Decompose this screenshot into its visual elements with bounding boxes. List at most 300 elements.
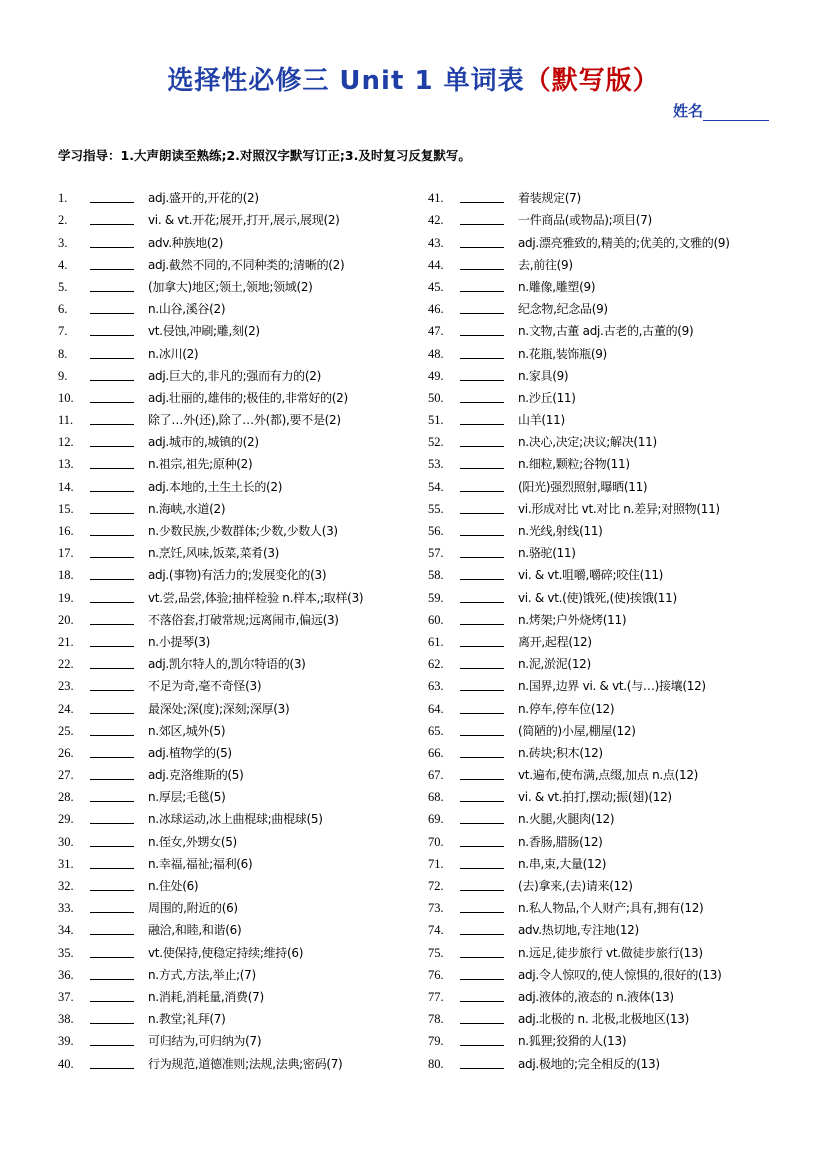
item-meaning: adj.北极的 n. 北极,北极地区(13)	[518, 1012, 690, 1027]
item-number: 80.	[428, 1056, 444, 1071]
answer-blank[interactable]	[460, 279, 504, 292]
answer-blank[interactable]	[460, 212, 504, 225]
answer-blank[interactable]	[90, 456, 134, 469]
vocab-row	[428, 295, 788, 317]
answer-blank[interactable]	[460, 856, 504, 869]
vocab-row	[58, 184, 418, 206]
answer-blank[interactable]	[90, 567, 134, 580]
vocab-row	[58, 983, 418, 1005]
vocab-row	[58, 384, 418, 406]
answer-blank[interactable]	[460, 301, 504, 314]
vocab-row	[428, 983, 788, 1005]
item-number: 15.	[58, 501, 74, 516]
item-number: 69.	[428, 812, 444, 827]
answer-blank[interactable]	[460, 190, 504, 203]
item-number: 19.	[58, 590, 74, 605]
vocab-row	[58, 339, 418, 361]
title-main: 选择性必修三 Unit 1 单词表	[167, 66, 525, 96]
item-number: 67.	[428, 768, 444, 783]
answer-blank[interactable]	[460, 634, 504, 647]
vocab-row	[428, 761, 788, 783]
item-number: 65.	[428, 723, 444, 738]
vocab-row	[428, 628, 788, 650]
vocab-row	[58, 761, 418, 783]
vocab-row	[58, 517, 418, 539]
item-meaning: n.山谷,溪谷(2)	[148, 302, 226, 317]
vocab-row	[428, 539, 788, 561]
answer-blank[interactable]	[90, 834, 134, 847]
item-number: 27.	[58, 768, 74, 783]
answer-blank[interactable]	[90, 656, 134, 669]
item-number: 29.	[58, 812, 74, 827]
answer-blank[interactable]	[90, 612, 134, 625]
item-number: 22.	[58, 657, 74, 672]
item-meaning: n.厚层;毛毯(5)	[148, 790, 226, 805]
item-meaning: vt.遍布,使布满,点缀,加点 n.点(12)	[518, 768, 699, 783]
item-meaning: adj.巨大的,非凡的;强而有力的(2)	[148, 368, 321, 383]
answer-blank[interactable]	[90, 501, 134, 514]
item-number: 53.	[428, 457, 444, 472]
item-meaning: adj.令人惊叹的,使人惊惧的,很好的(13)	[518, 967, 722, 982]
answer-blank[interactable]	[460, 789, 504, 802]
item-number: 6.	[58, 302, 68, 317]
item-meaning: (阳光)强烈照射,曝晒(11)	[518, 479, 648, 494]
item-number: 35.	[58, 945, 74, 960]
answer-blank[interactable]	[90, 1033, 134, 1046]
answer-blank[interactable]	[460, 346, 504, 359]
item-meaning: n.小提琴(3)	[148, 634, 211, 649]
vocab-row	[58, 694, 418, 716]
item-number: 25.	[58, 723, 74, 738]
answer-blank[interactable]	[460, 878, 504, 891]
vocab-row	[58, 650, 418, 672]
answer-blank[interactable]	[90, 545, 134, 558]
item-number: 41.	[428, 191, 444, 206]
vocab-row	[428, 805, 788, 827]
item-number: 55.	[428, 501, 444, 516]
answer-blank[interactable]	[90, 235, 134, 248]
item-number: 79.	[428, 1034, 444, 1049]
item-number: 70.	[428, 834, 444, 849]
answer-blank[interactable]	[90, 390, 134, 403]
item-meaning: (简陋的)小屋,棚屋(12)	[518, 723, 636, 738]
answer-blank[interactable]	[460, 745, 504, 758]
item-number: 34.	[58, 923, 74, 938]
answer-blank[interactable]	[90, 590, 134, 603]
item-number: 77.	[428, 989, 444, 1004]
item-meaning: adj.盛开的,开花的(2)	[148, 191, 259, 206]
vocab-row	[428, 650, 788, 672]
vocab-row	[428, 916, 788, 938]
item-meaning: 着装规定(7)	[518, 191, 581, 206]
item-number: 1.	[58, 191, 68, 206]
name-blank[interactable]	[703, 106, 769, 121]
item-number: 57.	[428, 546, 444, 561]
answer-blank[interactable]	[460, 523, 504, 536]
item-meaning: n.烤架;户外烧烤(11)	[518, 612, 627, 627]
item-meaning: vi. & vt.咀嚼,嚼碎;咬住(11)	[518, 568, 664, 583]
item-number: 60.	[428, 612, 444, 627]
item-number: 5.	[58, 279, 68, 294]
answer-blank[interactable]	[90, 811, 134, 824]
vocab-row	[58, 1049, 418, 1071]
item-number: 74.	[428, 923, 444, 938]
item-meaning: 周围的,附近的(6)	[148, 901, 238, 916]
answer-blank[interactable]	[90, 190, 134, 203]
item-number: 4.	[58, 257, 68, 272]
item-number: 16.	[58, 524, 74, 538]
vocab-row	[428, 317, 788, 339]
answer-blank[interactable]	[90, 368, 134, 381]
answer-blank[interactable]	[460, 1033, 504, 1046]
item-number: 50.	[428, 390, 444, 405]
item-number: 62.	[428, 657, 444, 672]
item-meaning: 纪念物,纪念品(9)	[518, 302, 608, 317]
item-meaning: n.花瓶,装饰瓶(9)	[518, 346, 607, 361]
item-number: 3.	[58, 235, 68, 250]
vocab-row	[58, 961, 418, 983]
vocab-row	[58, 317, 418, 339]
vocab-row	[428, 872, 788, 894]
item-meaning: adv.种族地(2)	[148, 235, 223, 250]
vocab-row	[428, 783, 788, 805]
item-meaning: adj.截然不同的,不同种类的;清晰的(2)	[148, 257, 345, 272]
item-number: 26.	[58, 745, 74, 760]
item-number: 32.	[58, 879, 74, 893]
item-meaning: n.烹饪,风味,饭菜,菜肴(3)	[148, 546, 280, 561]
answer-blank[interactable]	[90, 346, 134, 359]
answer-blank[interactable]	[90, 922, 134, 935]
item-number: 71.	[428, 856, 444, 871]
vocab-row	[58, 472, 418, 494]
item-meaning: n.停车,停车位(12)	[518, 701, 615, 716]
item-meaning: 不足为奇,毫不奇怪(3)	[148, 679, 262, 694]
item-meaning: n.沙丘(11)	[518, 390, 576, 405]
item-meaning: vt.侵蚀,冲刷;雕,刻(2)	[148, 324, 260, 339]
vocab-row	[428, 717, 788, 739]
vocab-row	[58, 606, 418, 628]
answer-blank[interactable]	[460, 989, 504, 1002]
vocab-row	[428, 339, 788, 361]
right-column	[428, 184, 788, 1072]
answer-blank[interactable]	[90, 701, 134, 714]
answer-blank[interactable]	[460, 834, 504, 847]
answer-blank[interactable]	[460, 900, 504, 913]
item-meaning: (去)拿来,(去)请来(12)	[518, 879, 633, 893]
vocab-row	[428, 184, 788, 206]
item-meaning: n.家具(9)	[518, 368, 569, 383]
item-number: 66.	[428, 745, 444, 760]
answer-blank[interactable]	[460, 434, 504, 447]
item-number: 20.	[58, 612, 74, 627]
vocab-row	[428, 1049, 788, 1071]
vocab-row	[428, 384, 788, 406]
item-meaning: vi. & vt.拍打,摆动;振(翅)(12)	[518, 790, 672, 805]
item-meaning: n.海峡,水道(2)	[148, 501, 226, 516]
vocab-row	[58, 206, 418, 228]
item-meaning: n.教堂;礼拜(7)	[148, 1012, 226, 1027]
answer-blank[interactable]	[460, 479, 504, 492]
answer-blank[interactable]	[90, 523, 134, 536]
item-number: 73.	[428, 901, 444, 916]
vocab-row	[428, 495, 788, 517]
vocab-row	[58, 1005, 418, 1027]
item-meaning: n.文物,古董 adj.古老的,古董的(9)	[518, 324, 694, 339]
item-number: 30.	[58, 834, 74, 849]
answer-blank[interactable]	[90, 279, 134, 292]
answer-blank[interactable]	[90, 900, 134, 913]
answer-blank[interactable]	[90, 856, 134, 869]
answer-blank[interactable]	[460, 723, 504, 736]
item-meaning: n.祖宗,祖先;原种(2)	[148, 457, 253, 472]
item-meaning: adj.漂亮雅致的,精美的;优美的,文雅的(9)	[518, 235, 730, 250]
item-number: 9.	[58, 368, 68, 383]
vocab-row	[58, 672, 418, 694]
answer-blank[interactable]	[460, 678, 504, 691]
item-number: 45.	[428, 279, 444, 294]
vocab-row	[58, 783, 418, 805]
item-number: 23.	[58, 679, 74, 694]
answer-blank[interactable]	[460, 567, 504, 580]
answer-blank[interactable]	[460, 945, 504, 958]
answer-blank[interactable]	[460, 922, 504, 935]
answer-blank[interactable]	[460, 767, 504, 780]
item-number: 11.	[58, 413, 74, 428]
item-number: 39.	[58, 1034, 74, 1049]
item-meaning: 除了…外(还),除了…外(都),要不是(2)	[148, 413, 341, 428]
item-meaning: vt.使保持,使稳定持续;维持(6)	[148, 945, 304, 960]
answer-blank[interactable]	[90, 678, 134, 691]
item-meaning: n.冰球运动,冰上曲棍球;曲棍球(5)	[148, 812, 323, 827]
vocab-row	[58, 362, 418, 384]
item-meaning: adv.热切地,专注地(12)	[518, 923, 639, 938]
answer-blank[interactable]	[90, 967, 134, 980]
answer-blank[interactable]	[460, 1056, 504, 1069]
vocab-row	[428, 517, 788, 539]
answer-blank[interactable]	[90, 634, 134, 647]
item-number: 21.	[58, 634, 74, 649]
vocab-row	[428, 251, 788, 273]
name-field	[673, 100, 769, 121]
item-meaning: n.郊区,城外(5)	[148, 723, 226, 738]
item-number: 68.	[428, 790, 444, 805]
vocab-row	[58, 295, 418, 317]
answer-blank[interactable]	[460, 701, 504, 714]
vocab-row	[58, 872, 418, 894]
answer-blank[interactable]	[90, 789, 134, 802]
item-number: 52.	[428, 435, 444, 450]
vocab-row	[428, 1005, 788, 1027]
item-number: 61.	[428, 634, 444, 649]
vocab-row	[428, 406, 788, 428]
item-meaning: n.狐狸;狡猾的人(13)	[518, 1034, 627, 1049]
item-meaning: n.砖块;积木(12)	[518, 745, 603, 760]
answer-blank[interactable]	[90, 1056, 134, 1069]
item-number: 8.	[58, 346, 68, 361]
item-number: 63.	[428, 679, 444, 694]
answer-blank[interactable]	[90, 434, 134, 447]
answer-blank[interactable]	[460, 967, 504, 980]
vocab-row	[58, 916, 418, 938]
vocab-row	[428, 228, 788, 250]
answer-blank[interactable]	[90, 212, 134, 225]
vocab-row	[58, 561, 418, 583]
item-number: 43.	[428, 235, 444, 250]
item-meaning: 山羊(11)	[518, 413, 565, 428]
vocab-row	[58, 717, 418, 739]
answer-blank[interactable]	[460, 501, 504, 514]
vocab-row	[428, 206, 788, 228]
item-meaning: n.光线,射线(11)	[518, 524, 603, 538]
item-meaning: 可归结为,可归纳为(7)	[148, 1034, 262, 1049]
item-meaning: 最深处;深(度);深刻;深厚(3)	[148, 701, 290, 716]
item-number: 2.	[58, 213, 68, 228]
item-meaning: 离开,起程(12)	[518, 634, 592, 649]
vocab-row	[58, 1027, 418, 1049]
answer-blank[interactable]	[460, 545, 504, 558]
item-meaning: n.消耗,消耗量,消费(7)	[148, 989, 264, 1004]
item-meaning: vi. & vt.(使)饿死,(使)挨饿(11)	[518, 590, 677, 605]
item-number: 14.	[58, 479, 74, 494]
vocab-row	[58, 251, 418, 273]
answer-blank[interactable]	[460, 811, 504, 824]
item-meaning: 去,前往(9)	[518, 257, 573, 272]
item-meaning: n.火腿,火腿肉(12)	[518, 812, 615, 827]
vocab-row	[58, 628, 418, 650]
vocab-row	[428, 938, 788, 960]
item-number: 51.	[428, 413, 444, 428]
vocab-row	[58, 495, 418, 517]
answer-blank[interactable]	[460, 323, 504, 336]
item-meaning: adj.壮丽的,雄伟的;极佳的,非常好的(2)	[148, 390, 348, 405]
item-meaning: vi. & vt.开花;展开,打开,展示,展现(2)	[148, 213, 340, 228]
vocab-row	[428, 362, 788, 384]
item-meaning: n.雕像,雕塑(9)	[518, 279, 596, 294]
item-number: 24.	[58, 701, 74, 716]
answer-blank[interactable]	[460, 412, 504, 425]
item-number: 40.	[58, 1056, 74, 1071]
item-number: 12.	[58, 435, 74, 450]
item-meaning: n.方式,方法,举止;(7)	[148, 967, 256, 982]
item-meaning: 一件商品(或物品);项目(7)	[518, 213, 652, 228]
answer-blank[interactable]	[90, 301, 134, 314]
vocab-row	[58, 850, 418, 872]
item-meaning: n.细粒,颗粒;谷物(11)	[518, 457, 630, 472]
answer-blank[interactable]	[90, 767, 134, 780]
answer-blank[interactable]	[460, 235, 504, 248]
answer-blank[interactable]	[460, 456, 504, 469]
answer-blank[interactable]	[90, 878, 134, 891]
vocab-row	[58, 228, 418, 250]
item-meaning: 行为规范,道德准则;法规,法典;密码(7)	[148, 1056, 343, 1071]
item-meaning: adj.城市的,城镇的(2)	[148, 435, 259, 450]
answer-blank[interactable]	[460, 656, 504, 669]
item-number: 44.	[428, 257, 444, 272]
item-meaning: 不落俗套,打破常规;远离闹市,偏远(3)	[148, 612, 339, 627]
item-meaning: adj.植物学的(5)	[148, 745, 232, 760]
item-meaning: vt.尝,品尝,体验;抽样检验 n.样本,;取样(3)	[148, 590, 364, 605]
answer-blank[interactable]	[90, 479, 134, 492]
item-number: 64.	[428, 701, 444, 716]
study-guide: 学习指导：1.大声朗读至熟练;2.对照汉字默写订正;3.及时复习反复默写。	[58, 148, 471, 163]
answer-blank[interactable]	[90, 723, 134, 736]
answer-blank[interactable]	[90, 989, 134, 1002]
vocab-row	[428, 961, 788, 983]
item-number: 42.	[428, 213, 444, 228]
answer-blank[interactable]	[460, 368, 504, 381]
answer-blank[interactable]	[460, 590, 504, 603]
item-number: 54.	[428, 479, 444, 494]
item-meaning: n.香肠,腊肠(12)	[518, 834, 603, 849]
answer-blank[interactable]	[90, 745, 134, 758]
item-number: 13.	[58, 457, 74, 472]
name-label: 姓名	[672, 102, 703, 120]
item-meaning: n.幸福,福祉;福利(6)	[148, 856, 253, 871]
vocab-row	[58, 428, 418, 450]
vocab-row	[58, 539, 418, 561]
item-number: 10.	[58, 390, 74, 405]
left-column	[58, 184, 418, 1072]
vocab-row	[58, 406, 418, 428]
vocab-row	[428, 273, 788, 295]
vocab-row	[58, 739, 418, 761]
item-number: 7.	[58, 324, 68, 339]
item-meaning: n.住处(6)	[148, 879, 199, 893]
item-meaning: n.决心,决定;决议;解决(11)	[518, 435, 657, 450]
vocab-row	[428, 472, 788, 494]
answer-blank[interactable]	[460, 390, 504, 403]
answer-blank[interactable]	[90, 412, 134, 425]
item-meaning: n.国界,边界 vi. & vt.(与…)接壤(12)	[518, 679, 706, 694]
vocab-row	[58, 450, 418, 472]
item-meaning: adj.液体的,液态的 n.液体(13)	[518, 989, 674, 1004]
answer-blank[interactable]	[90, 257, 134, 270]
answer-blank[interactable]	[90, 1011, 134, 1024]
answer-blank[interactable]	[460, 1011, 504, 1024]
item-number: 33.	[58, 901, 74, 916]
vocab-row	[428, 694, 788, 716]
item-meaning: n.串,束,大量(12)	[518, 856, 607, 871]
vocab-row	[428, 672, 788, 694]
item-number: 36.	[58, 967, 74, 982]
answer-blank[interactable]	[90, 945, 134, 958]
item-number: 28.	[58, 790, 74, 805]
vocab-row	[428, 450, 788, 472]
vocab-row	[428, 428, 788, 450]
item-number: 72.	[428, 879, 444, 893]
vocab-row	[428, 606, 788, 628]
answer-blank[interactable]	[460, 612, 504, 625]
item-meaning: n.冰川(2)	[148, 346, 199, 361]
item-number: 46.	[428, 302, 444, 317]
title-red: （默写版）	[524, 66, 660, 96]
item-meaning: vi.形成对比 vt.对比 n.差异;对照物(11)	[518, 501, 720, 516]
vocab-row	[58, 805, 418, 827]
vocab-row	[428, 1027, 788, 1049]
item-meaning: 融洽,和睦,和谐(6)	[148, 923, 242, 938]
item-number: 75.	[428, 945, 444, 960]
answer-blank[interactable]	[90, 323, 134, 336]
vocab-row	[428, 739, 788, 761]
item-number: 31.	[58, 856, 74, 871]
vocab-row	[58, 894, 418, 916]
vocab-row	[58, 938, 418, 960]
item-number: 58.	[428, 568, 444, 583]
vocab-row	[428, 561, 788, 583]
answer-blank[interactable]	[460, 257, 504, 270]
item-meaning: adj.极地的;完全相反的(13)	[518, 1056, 660, 1071]
item-meaning: n.骆驼(11)	[518, 546, 576, 561]
